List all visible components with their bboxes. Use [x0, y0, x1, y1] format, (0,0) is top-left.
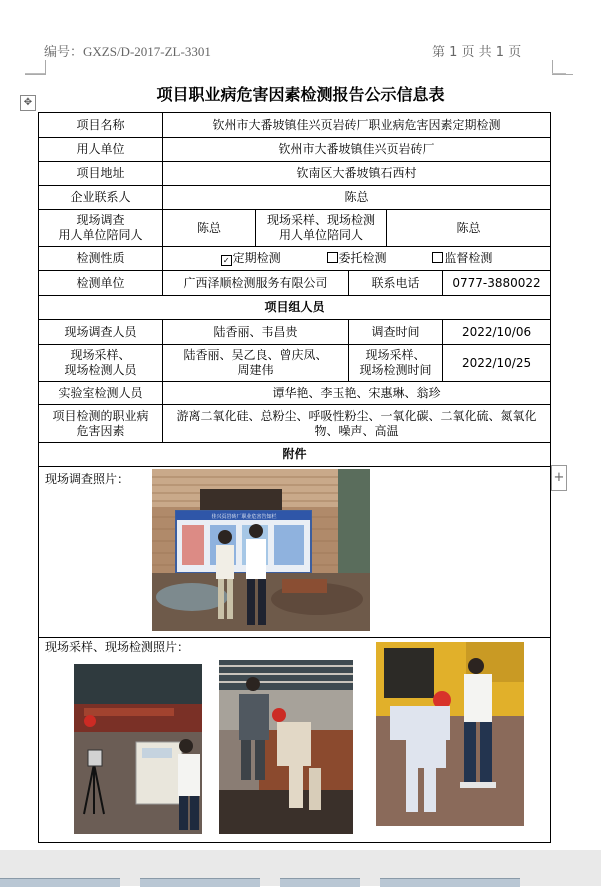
phone-label: 联系电话 [349, 271, 443, 296]
table-row [39, 113, 551, 138]
option-periodic-label: 定期检测 [232, 251, 281, 265]
table-row [39, 638, 551, 843]
sampling-staff-label [39, 345, 163, 382]
sampling-time-label-line2: 现场检测时间 [359, 363, 432, 377]
sampling-staff-label-line1: 现场采样、 [70, 348, 131, 362]
sampling-photo-3 [376, 642, 524, 826]
lab-staff-names: 谭华艳、李玉艳、宋惠琳、翁珍 [163, 382, 551, 405]
sampling-escort-label-line2: 用人单位陪同人 [278, 228, 363, 242]
employer-value: 钦州市大番坡镇佳兴页岩砖厂 [163, 138, 551, 162]
survey-photo-label: 现场调查照片： [45, 472, 130, 486]
sampling-photo-cell [39, 638, 551, 843]
sampling-time-value: 2022/10/25 [443, 345, 551, 382]
checkbox-checked-icon[interactable]: ✓ [221, 255, 232, 266]
table-row [39, 405, 551, 443]
sampling-staff-names-line2: 周建伟 [237, 363, 274, 377]
survey-time-value: 2022/10/06 [443, 320, 551, 345]
survey-photo-image [152, 469, 370, 631]
table-row [39, 162, 551, 186]
page-title: 项目职业病危害因素检测报告公示信息表 [156, 85, 445, 104]
table-move-icon[interactable]: ✥ [20, 95, 36, 111]
address-label: 项目地址 [39, 162, 163, 186]
svg-text:佳兴页岩砖厂职业危害告知栏: 佳兴页岩砖厂职业危害告知栏 [211, 514, 277, 520]
table-row [39, 186, 551, 210]
sampling-staff-label-line2: 现场检测人员 [64, 363, 137, 377]
lab-label: 检测单位 [39, 271, 163, 296]
survey-escort-value: 陈总 [163, 210, 256, 247]
sampling-staff-names-line1: 陆香丽、吴乙良、曾庆凤、 [183, 348, 328, 362]
table-row [39, 467, 551, 638]
address-value: 钦南区大番坡镇石西村 [163, 162, 551, 186]
sampling-photo-2 [219, 660, 353, 834]
option-entrusted[interactable] [327, 251, 391, 265]
hazards-label [39, 405, 163, 443]
hazards-value-line2: 物、噪声、高温 [314, 423, 399, 438]
table-row [39, 138, 551, 162]
nature-label: 检测性质 [39, 247, 163, 271]
option-supervisory-label: 监督检测 [444, 251, 493, 265]
add-column-icon[interactable]: + [551, 465, 567, 491]
sampling-time-label [349, 345, 443, 382]
project-name-label: 项目名称 [39, 113, 163, 138]
sampling-escort-label-line1: 现场采样、现场检测 [266, 213, 375, 227]
table-row [39, 382, 551, 405]
survey-photo-cell [39, 467, 551, 638]
lab-value: 广西泽顺检测服务有限公司 [163, 271, 349, 296]
survey-escort-label-line1: 现场调查 [76, 213, 125, 227]
survey-staff-names: 陆香丽、韦昌贵 [163, 320, 349, 345]
option-periodic[interactable] [221, 251, 285, 265]
survey-escort-label [39, 210, 163, 247]
sampling-photo-1-image [74, 664, 202, 834]
table-row [39, 443, 551, 467]
sampling-escort-label [256, 210, 387, 247]
hazards-value-line1: 游离二氧化硅、总粉尘、呼吸性粉尘、一氧化碳、二氧化硫、氮氧化 [176, 408, 537, 423]
header-rule-right [552, 73, 566, 74]
sampling-photo-3-image [376, 642, 524, 826]
contact-label: 企业联系人 [39, 186, 163, 210]
table-row [39, 210, 551, 247]
header-rule-left [25, 73, 45, 74]
table-row [39, 247, 551, 271]
employer-label: 用人单位 [39, 138, 163, 162]
contact-value: 陈总 [163, 186, 551, 210]
lab-staff-label: 实验室检测人员 [39, 382, 163, 405]
checkbox-empty-icon[interactable] [327, 252, 338, 263]
option-supervisory[interactable] [432, 251, 492, 265]
table-row [39, 296, 551, 320]
checkbox-empty-icon[interactable] [432, 252, 443, 263]
nature-options [163, 247, 551, 271]
survey-photo [152, 469, 370, 631]
document-number: 编号：GXZS/D-2017-ZL-3301 [44, 44, 211, 59]
survey-escort-label-line2: 用人单位陪同人 [58, 228, 143, 242]
sampling-staff-names [163, 345, 349, 382]
attachment-section-heading: 附件 [39, 443, 551, 467]
survey-staff-label: 现场调查人员 [39, 320, 163, 345]
sampling-photo-2-image [219, 660, 353, 834]
hazards-value [163, 405, 551, 443]
table-row [39, 345, 551, 382]
report-table [38, 112, 551, 843]
sampling-photo-label: 现场采样、现场检测照片： [45, 640, 190, 654]
hazards-label-line1: 项目检测的职业病 [52, 408, 149, 423]
page-counter: 第 1 页 共 1 页 [432, 45, 522, 60]
sampling-time-label-line1: 现场采样、 [365, 348, 426, 362]
option-entrusted-label: 委托检测 [338, 251, 387, 265]
sampling-photo-1 [74, 664, 202, 834]
phone-value: 0777-3880022 [443, 271, 551, 296]
hazards-label-line2: 危害因素 [76, 423, 125, 438]
table-row [39, 320, 551, 345]
team-section-heading: 项目组人员 [39, 296, 551, 320]
project-name-value: 钦州市大番坡镇佳兴页岩砖厂职业病危害因素定期检测 [163, 113, 551, 138]
survey-time-label: 调查时间 [349, 320, 443, 345]
table-row [39, 271, 551, 296]
sampling-escort-value: 陈总 [387, 210, 551, 247]
